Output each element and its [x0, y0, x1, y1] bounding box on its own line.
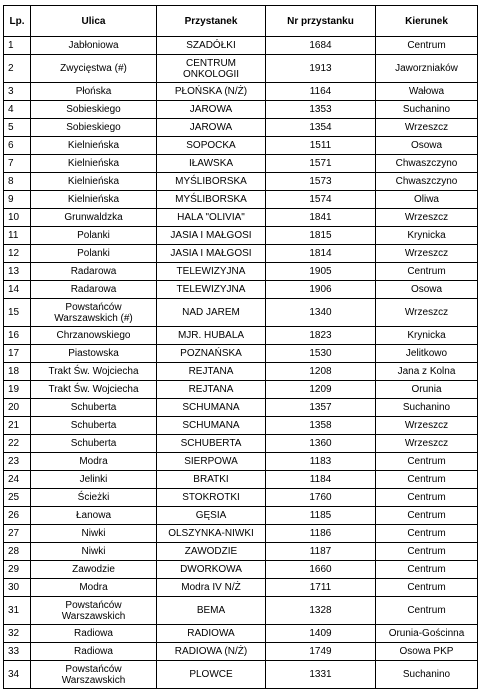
- cell-nr-przystanku: 1208: [266, 363, 376, 381]
- cell-przystanek: RADIOWA (N/Ż): [157, 643, 266, 661]
- cell-nr-przystanku: 1684: [266, 37, 376, 55]
- cell-nr-przystanku: 1841: [266, 209, 376, 227]
- cell-ulica: Modra: [31, 453, 157, 471]
- bus-stops-table: [3, 5, 478, 689]
- cell-nr-przystanku: 1184: [266, 471, 376, 489]
- cell-nr-przystanku: 1913: [266, 55, 376, 83]
- cell-kierunek: Centrum: [376, 453, 478, 471]
- table-row: [4, 363, 478, 381]
- cell-lp: 24: [4, 471, 31, 489]
- cell-ulica: Powstańców Warszawskich: [31, 597, 157, 625]
- cell-kierunek: Osowa: [376, 137, 478, 155]
- cell-ulica: Jelinki: [31, 471, 157, 489]
- cell-lp: 19: [4, 381, 31, 399]
- header-kierunek: Kierunek: [376, 6, 478, 37]
- cell-przystanek: BEMA: [157, 597, 266, 625]
- cell-lp: 25: [4, 489, 31, 507]
- cell-lp: 29: [4, 561, 31, 579]
- cell-nr-przystanku: 1340: [266, 299, 376, 327]
- table-row: [4, 625, 478, 643]
- cell-lp: 9: [4, 191, 31, 209]
- cell-ulica: Kielnieńska: [31, 155, 157, 173]
- cell-przystanek: SZADÓŁKI: [157, 37, 266, 55]
- cell-lp: 7: [4, 155, 31, 173]
- table-row: [4, 543, 478, 561]
- cell-nr-przystanku: 1711: [266, 579, 376, 597]
- cell-kierunek: Orunia-Gościnna: [376, 625, 478, 643]
- table-row: [4, 661, 478, 689]
- cell-ulica: Grunwaldzka: [31, 209, 157, 227]
- cell-lp: 31: [4, 597, 31, 625]
- cell-przystanek: Modra IV N/Ż: [157, 579, 266, 597]
- cell-nr-przystanku: 1357: [266, 399, 376, 417]
- cell-nr-przystanku: 1185: [266, 507, 376, 525]
- cell-kierunek: Jelitkowo: [376, 345, 478, 363]
- cell-ulica: Niwki: [31, 543, 157, 561]
- table-row: [4, 471, 478, 489]
- cell-przystanek: JASIA I MAŁGOSI: [157, 245, 266, 263]
- table-row: [4, 83, 478, 101]
- cell-przystanek: NAD JAREM: [157, 299, 266, 327]
- cell-lp: 32: [4, 625, 31, 643]
- cell-nr-przystanku: 1187: [266, 543, 376, 561]
- cell-lp: 8: [4, 173, 31, 191]
- cell-nr-przystanku: 1815: [266, 227, 376, 245]
- cell-ulica: Radiowa: [31, 625, 157, 643]
- cell-przystanek: JASIA I MAŁGOSI: [157, 227, 266, 245]
- header-przystanek: Przystanek: [157, 6, 266, 37]
- cell-ulica: Trakt Św. Wojciecha: [31, 381, 157, 399]
- cell-kierunek: Krynicka: [376, 327, 478, 345]
- cell-przystanek: PLOWCE: [157, 661, 266, 689]
- table-row: [4, 399, 478, 417]
- cell-lp: 16: [4, 327, 31, 345]
- cell-ulica: Zwycięstwa (#): [31, 55, 157, 83]
- cell-przystanek: MJR. HUBALA: [157, 327, 266, 345]
- cell-ulica: Radarowa: [31, 263, 157, 281]
- cell-ulica: Kielnieńska: [31, 173, 157, 191]
- cell-nr-przystanku: 1749: [266, 643, 376, 661]
- cell-ulica: Polanki: [31, 245, 157, 263]
- cell-ulica: Sobieskiego: [31, 101, 157, 119]
- cell-kierunek: Chwaszczyno: [376, 155, 478, 173]
- table-row: [4, 381, 478, 399]
- cell-przystanek: RADIOWA: [157, 625, 266, 643]
- cell-lp: 27: [4, 525, 31, 543]
- cell-przystanek: ZAWODZIE: [157, 543, 266, 561]
- cell-kierunek: Jana z Kolna: [376, 363, 478, 381]
- cell-przystanek: PŁOŃSKA (N/Ż): [157, 83, 266, 101]
- cell-nr-przystanku: 1209: [266, 381, 376, 399]
- cell-przystanek: REJTANA: [157, 363, 266, 381]
- table-row: [4, 227, 478, 245]
- cell-lp: 4: [4, 101, 31, 119]
- cell-ulica: Modra: [31, 579, 157, 597]
- cell-kierunek: Centrum: [376, 489, 478, 507]
- table-row: [4, 417, 478, 435]
- cell-kierunek: Centrum: [376, 507, 478, 525]
- table-row: [4, 525, 478, 543]
- table-row: [4, 453, 478, 471]
- cell-kierunek: Jaworzniaków: [376, 55, 478, 83]
- table-row: [4, 643, 478, 661]
- cell-przystanek: STOKROTKI: [157, 489, 266, 507]
- cell-lp: 12: [4, 245, 31, 263]
- cell-lp: 34: [4, 661, 31, 689]
- cell-ulica: Ścieżki: [31, 489, 157, 507]
- cell-kierunek: Suchanino: [376, 399, 478, 417]
- table-row: [4, 119, 478, 137]
- cell-przystanek: TELEWIZYJNA: [157, 281, 266, 299]
- cell-ulica: Powstańców Warszawskich (#): [31, 299, 157, 327]
- cell-ulica: Kielnieńska: [31, 137, 157, 155]
- cell-kierunek: Centrum: [376, 543, 478, 561]
- cell-nr-przystanku: 1905: [266, 263, 376, 281]
- table-row: [4, 489, 478, 507]
- cell-lp: 26: [4, 507, 31, 525]
- table-row: [4, 101, 478, 119]
- cell-przystanek: OLSZYNKA-NIWKI: [157, 525, 266, 543]
- cell-kierunek: Suchanino: [376, 661, 478, 689]
- cell-przystanek: CENTRUM ONKOLOGII: [157, 55, 266, 83]
- cell-nr-przystanku: 1574: [266, 191, 376, 209]
- cell-nr-przystanku: 1760: [266, 489, 376, 507]
- cell-ulica: Chrzanowskiego: [31, 327, 157, 345]
- cell-ulica: Radarowa: [31, 281, 157, 299]
- cell-kierunek: Centrum: [376, 471, 478, 489]
- cell-kierunek: Centrum: [376, 37, 478, 55]
- cell-ulica: Radiowa: [31, 643, 157, 661]
- cell-lp: 33: [4, 643, 31, 661]
- cell-lp: 18: [4, 363, 31, 381]
- cell-lp: 15: [4, 299, 31, 327]
- cell-przystanek: GĘSIA: [157, 507, 266, 525]
- cell-nr-przystanku: 1183: [266, 453, 376, 471]
- table-row: [4, 137, 478, 155]
- cell-ulica: Schuberta: [31, 417, 157, 435]
- table-row: [4, 245, 478, 263]
- cell-nr-przystanku: 1164: [266, 83, 376, 101]
- cell-kierunek: Centrum: [376, 263, 478, 281]
- cell-ulica: Powstańców Warszawskich: [31, 661, 157, 689]
- cell-nr-przystanku: 1571: [266, 155, 376, 173]
- cell-lp: 28: [4, 543, 31, 561]
- table-row: [4, 579, 478, 597]
- cell-ulica: Piastowska: [31, 345, 157, 363]
- cell-kierunek: Wrzeszcz: [376, 245, 478, 263]
- cell-lp: 5: [4, 119, 31, 137]
- cell-lp: 14: [4, 281, 31, 299]
- cell-nr-przystanku: 1511: [266, 137, 376, 155]
- cell-lp: 17: [4, 345, 31, 363]
- table-row: [4, 345, 478, 363]
- cell-kierunek: Krynicka: [376, 227, 478, 245]
- cell-lp: 13: [4, 263, 31, 281]
- cell-przystanek: DWORKOWA: [157, 561, 266, 579]
- cell-nr-przystanku: 1353: [266, 101, 376, 119]
- table-row: [4, 55, 478, 83]
- cell-ulica: Polanki: [31, 227, 157, 245]
- cell-przystanek: TELEWIZYJNA: [157, 263, 266, 281]
- cell-kierunek: Centrum: [376, 561, 478, 579]
- cell-lp: 1: [4, 37, 31, 55]
- cell-kierunek: Wrzeszcz: [376, 119, 478, 137]
- cell-nr-przystanku: 1186: [266, 525, 376, 543]
- table-row: [4, 209, 478, 227]
- cell-ulica: Płońska: [31, 83, 157, 101]
- table-row: [4, 191, 478, 209]
- cell-lp: 6: [4, 137, 31, 155]
- cell-kierunek: Wrzeszcz: [376, 417, 478, 435]
- cell-przystanek: SCHUMANA: [157, 399, 266, 417]
- cell-nr-przystanku: 1328: [266, 597, 376, 625]
- cell-nr-przystanku: 1530: [266, 345, 376, 363]
- table-row: [4, 507, 478, 525]
- header-lp: Lp.: [4, 6, 31, 37]
- cell-kierunek: Orunia: [376, 381, 478, 399]
- cell-nr-przystanku: 1358: [266, 417, 376, 435]
- cell-ulica: Trakt Św. Wojciecha: [31, 363, 157, 381]
- table-row: [4, 435, 478, 453]
- cell-przystanek: MYŚLIBORSKA: [157, 191, 266, 209]
- cell-kierunek: Wrzeszcz: [376, 435, 478, 453]
- cell-ulica: Schuberta: [31, 435, 157, 453]
- cell-przystanek: SCHUMANA: [157, 417, 266, 435]
- table-row: [4, 263, 478, 281]
- cell-przystanek: SIERPOWA: [157, 453, 266, 471]
- cell-nr-przystanku: 1573: [266, 173, 376, 191]
- cell-ulica: Sobieskiego: [31, 119, 157, 137]
- cell-przystanek: IŁAWSKA: [157, 155, 266, 173]
- cell-kierunek: Wrzeszcz: [376, 209, 478, 227]
- cell-lp: 2: [4, 55, 31, 83]
- cell-kierunek: Oliwa: [376, 191, 478, 209]
- cell-ulica: Łanowa: [31, 507, 157, 525]
- header-ulica: Ulica: [31, 6, 157, 37]
- table-row: [4, 299, 478, 327]
- cell-kierunek: Osowa: [376, 281, 478, 299]
- cell-lp: 21: [4, 417, 31, 435]
- cell-nr-przystanku: 1360: [266, 435, 376, 453]
- cell-ulica: Kielnieńska: [31, 191, 157, 209]
- cell-ulica: Zawodzie: [31, 561, 157, 579]
- cell-przystanek: SCHUBERTA: [157, 435, 266, 453]
- cell-nr-przystanku: 1354: [266, 119, 376, 137]
- cell-kierunek: Centrum: [376, 579, 478, 597]
- cell-nr-przystanku: 1331: [266, 661, 376, 689]
- cell-lp: 10: [4, 209, 31, 227]
- cell-przystanek: MYŚLIBORSKA: [157, 173, 266, 191]
- table-row: [4, 281, 478, 299]
- cell-lp: 30: [4, 579, 31, 597]
- cell-przystanek: POZNAŃSKA: [157, 345, 266, 363]
- cell-lp: 23: [4, 453, 31, 471]
- header-nr-przystanku: Nr przystanku: [266, 6, 376, 37]
- cell-kierunek: Chwaszczyno: [376, 173, 478, 191]
- cell-przystanek: SOPOCKA: [157, 137, 266, 155]
- cell-kierunek: Wrzeszcz: [376, 299, 478, 327]
- table-row: [4, 173, 478, 191]
- cell-nr-przystanku: 1409: [266, 625, 376, 643]
- cell-ulica: Jabłoniowa: [31, 37, 157, 55]
- cell-przystanek: JAROWA: [157, 119, 266, 137]
- cell-nr-przystanku: 1660: [266, 561, 376, 579]
- cell-kierunek: Suchanino: [376, 101, 478, 119]
- cell-lp: 22: [4, 435, 31, 453]
- header-row: [4, 6, 478, 37]
- cell-lp: 11: [4, 227, 31, 245]
- cell-przystanek: REJTANA: [157, 381, 266, 399]
- cell-nr-przystanku: 1906: [266, 281, 376, 299]
- cell-kierunek: Osowa PKP: [376, 643, 478, 661]
- cell-lp: 3: [4, 83, 31, 101]
- table-row: [4, 597, 478, 625]
- cell-przystanek: HALA "OLIVIA": [157, 209, 266, 227]
- table-row: [4, 155, 478, 173]
- cell-nr-przystanku: 1814: [266, 245, 376, 263]
- cell-lp: 20: [4, 399, 31, 417]
- table-row: [4, 37, 478, 55]
- cell-ulica: Schuberta: [31, 399, 157, 417]
- cell-przystanek: BRATKI: [157, 471, 266, 489]
- cell-kierunek: Centrum: [376, 597, 478, 625]
- table-row: [4, 327, 478, 345]
- cell-kierunek: Wałowa: [376, 83, 478, 101]
- cell-nr-przystanku: 1823: [266, 327, 376, 345]
- table-row: [4, 561, 478, 579]
- cell-ulica: Niwki: [31, 525, 157, 543]
- cell-przystanek: JAROWA: [157, 101, 266, 119]
- cell-kierunek: Centrum: [376, 525, 478, 543]
